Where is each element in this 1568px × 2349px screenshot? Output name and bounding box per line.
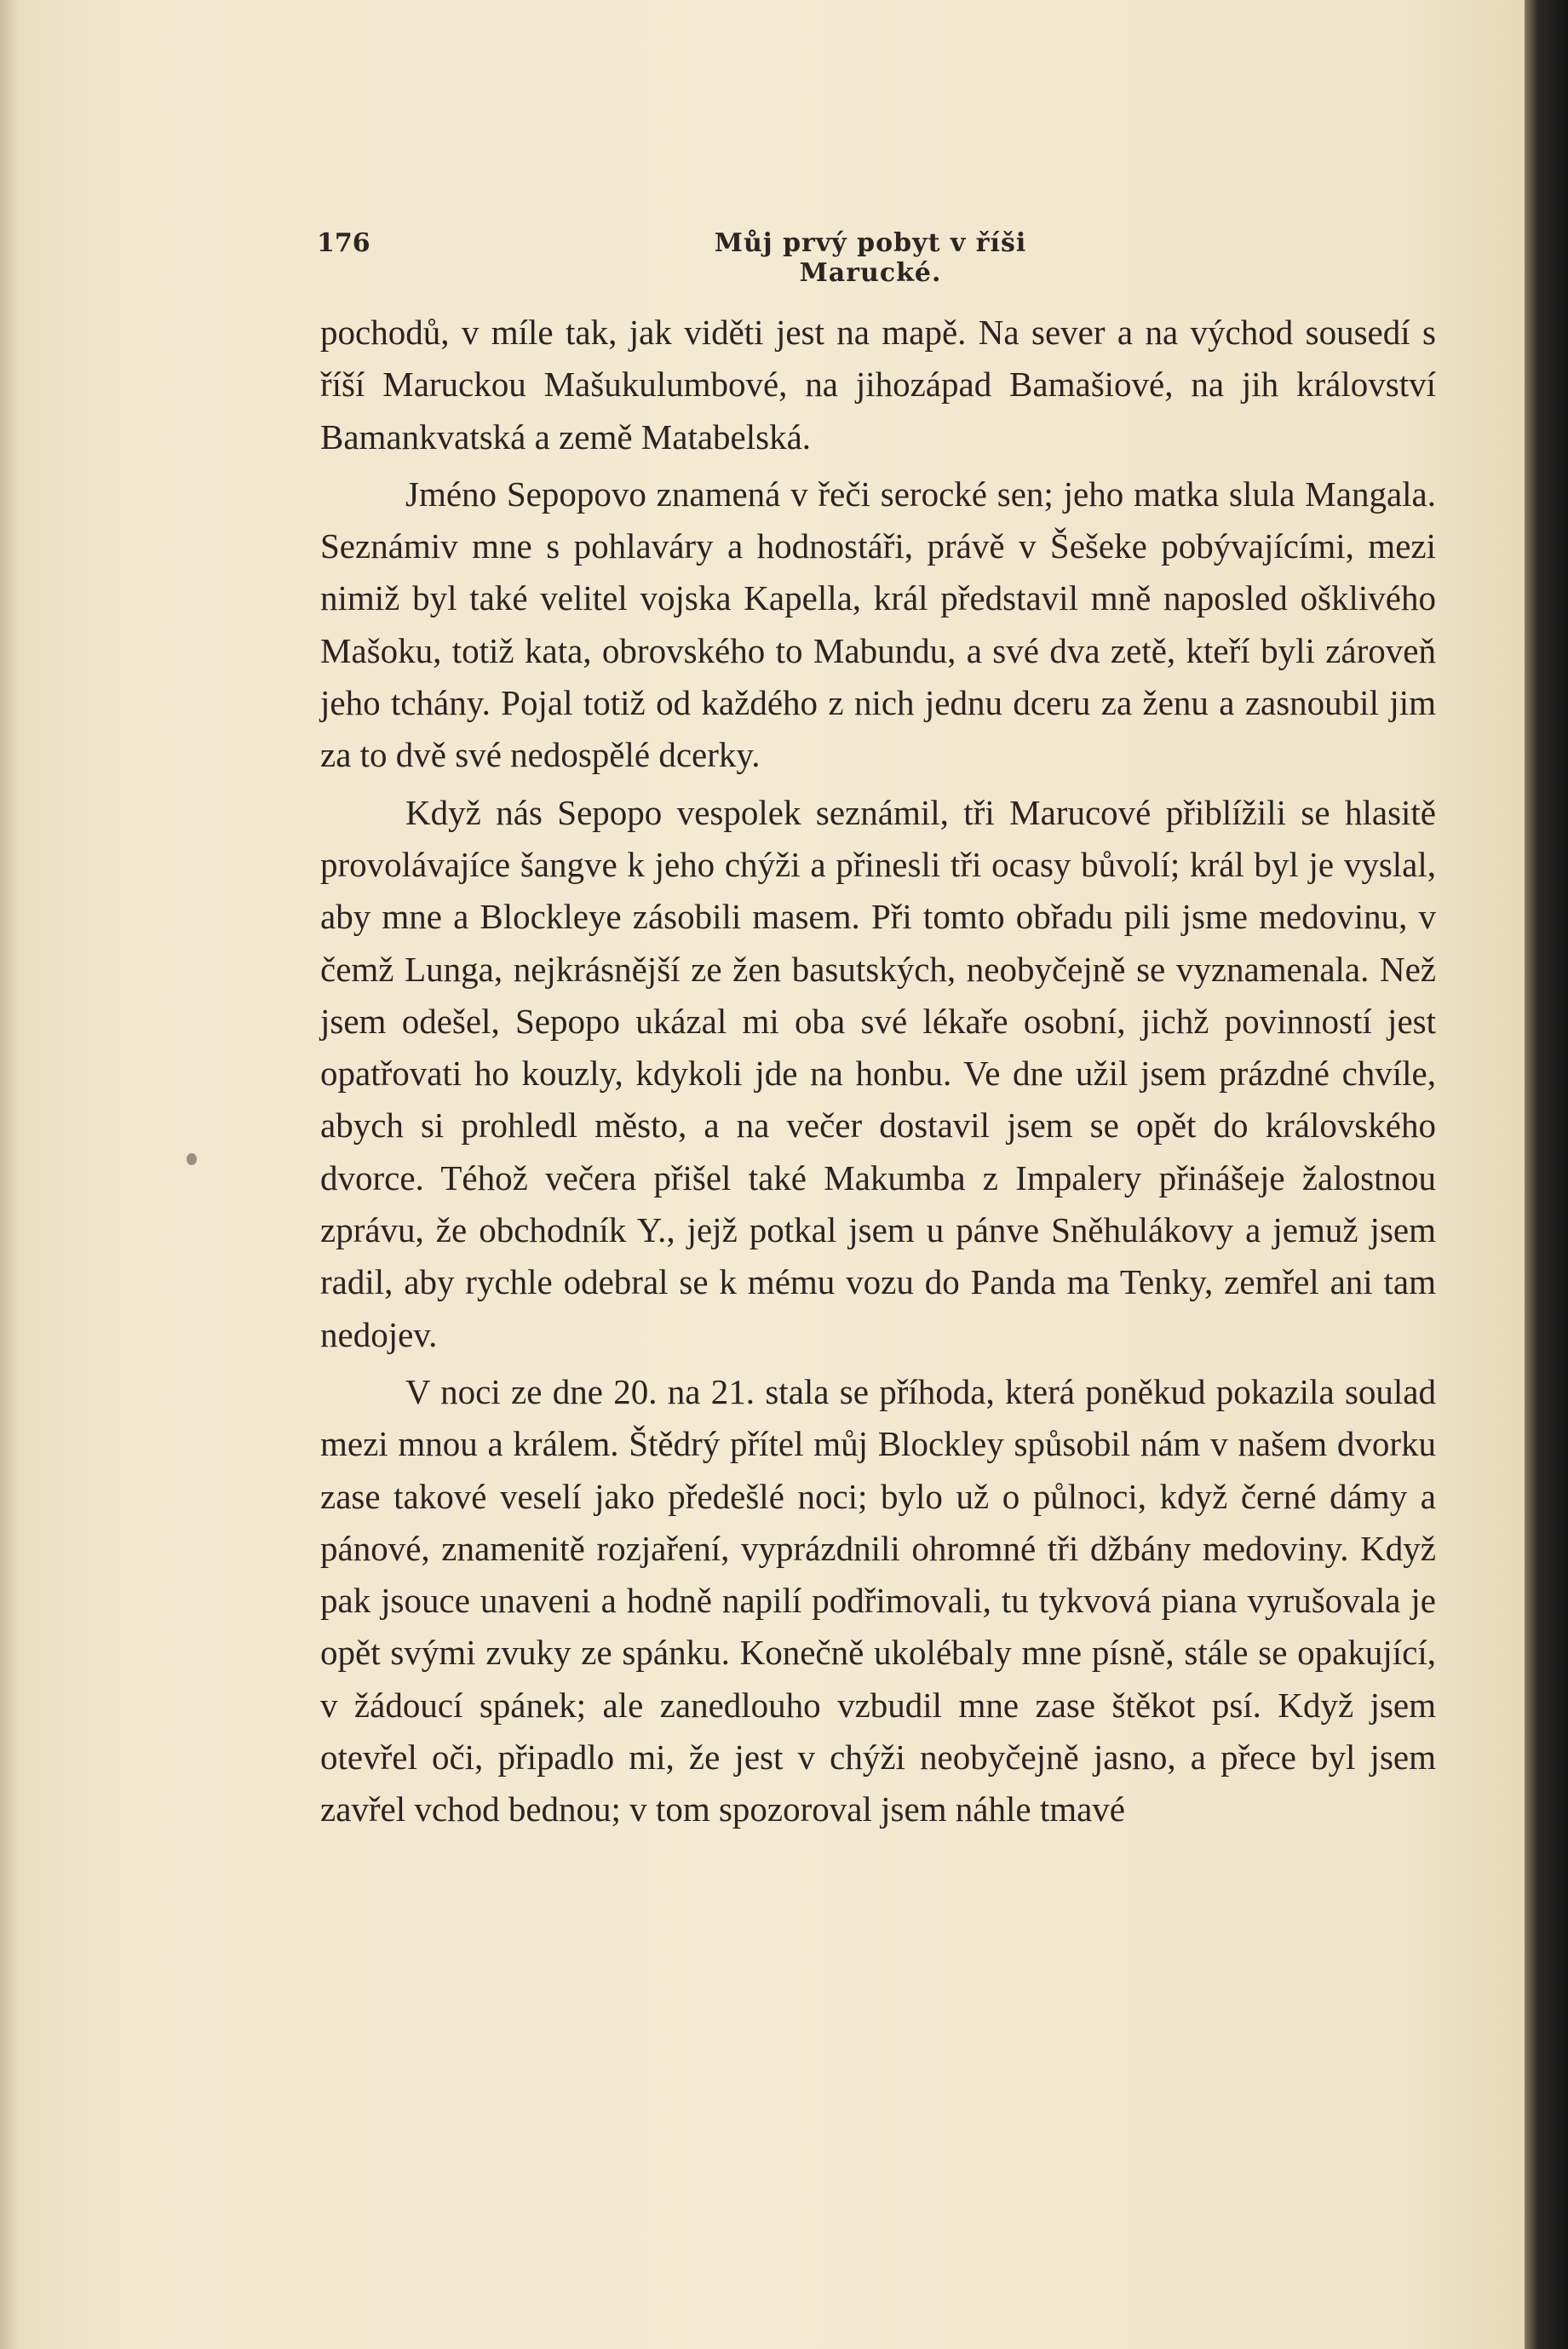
paragraph-4: V noci ze dne 20. na 21. stala se příhoda, která poněkud pokazila soulad mezi mnou a králem. Štědrý přítel můj Blockley spůsobil nám v našem dvorku zase takové veselí jako předešlé noci; bylo už o půlnoci, když černé dámy a pánové, znamenitě rozjaření, vyprázdnili ohromné tři džbány medoviny. Když pak jsouce unaveni a hodně napilí podřimovali, tu tykvová piana vyrušovala je opět svými zvuky ze spánku. Konečně ukolébaly mne písně, stále se opakující, v žádoucí spánek; ale zanedlouho vzbudil mne zase štěkot psí. Když jsem otevřel oči, připadlo mi, že jest v chýži neobyčejně jasno, a přece byl jsem zavřel vchod bednou; v tom spozoroval jsem náhle tmavé bbox=[320, 1371, 1436, 1829]
ink-spot bbox=[187, 1153, 197, 1165]
paragraph-2: Jméno Sepopovo znamená v řeči serocké sen; jeho matka slula Mangala. Seznámiv mne s pohlaváry a hodnostáři, právě v Šešeke pobývajícími, mezi nimiž byl také velitel vojska Kapella, král představil mně naposled ošklivého Mašoku, totiž kata, obrovského to Mabundu, a své dva zetě, kteří byli zároveň jeho tchány. Pojal totiž od každého z nich jednu dceru za ženu a zasnoubil jim za to dvě své nedospělé dcerky. bbox=[320, 474, 1436, 775]
page-number: 176 bbox=[317, 228, 370, 258]
paragraph-3: Když nás Sepopo vespolek seznámil, tři Marucové přiblížili se hlasitě provolávajíce šangve k jeho chýži a přinesli tři ocasy bůvolí; král byl je vyslal, aby mne a Blockleye zásobili masem. Při tomto obřadu pili jsme medovinu, v čemž Lunga, nejkrásnější ze žen basutských, neobyčejně se vyznamenala. Než jsem odešel, Sepopo ukázal mi oba své lékaře osobní, jichž povinností jest opatřovati ho kouzly, kdykoli jde na honbu. Ve dne užil jsem prázdné chvíle, abych si prohledl město, a na večer dostavil jsem se opět do královského dvorce. Téhož večera přišel také Makumba z Impalery přinášeje žalostnou zprávu, že obchodník Y., jejž potkal jsem u pánve Sněhulákovy a jemuž jsem radil, aby rychle odebral se k mému vozu do Panda ma Tenky, zemřel ani tam nedojev. bbox=[320, 792, 1436, 1354]
running-title: Můj prvý pobyt v říši Marucké. bbox=[714, 228, 1027, 288]
body-text bbox=[320, 307, 1436, 1836]
page-edge-shadow bbox=[0, 0, 19, 2349]
book-spine bbox=[1525, 0, 1568, 2349]
paragraph-1: pochodů, v míle tak, jak viděti jest na mapě. Na sever a na východ sousedí s říší Maruckou Mašukulumbové, na jihozápad Bamašiové, na jih království Bamankvatská a země Matabelská. bbox=[320, 313, 1436, 457]
